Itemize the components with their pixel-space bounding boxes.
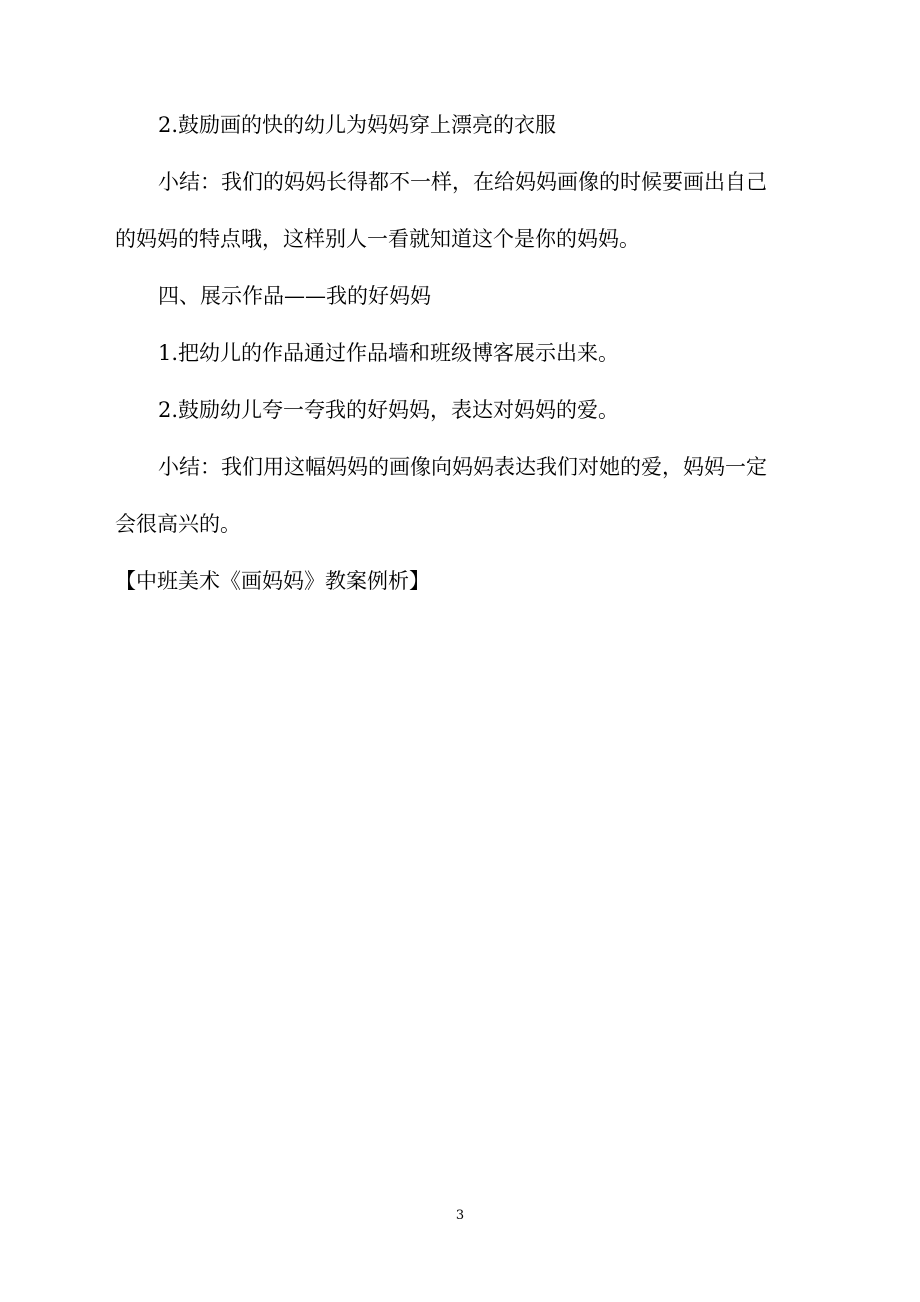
text-line: 会很高兴的。 <box>115 512 241 536</box>
paragraph-summary-1 <box>115 154 805 268</box>
text-line: 的妈妈的特点哦，这样别人一看就知道这个是你的妈妈。 <box>115 227 640 251</box>
text-line: 2.鼓励幼儿夸一夸我的好妈妈，表达对妈妈的爱。 <box>158 398 620 422</box>
paragraph-summary-2 <box>115 439 805 553</box>
document-title-bracket <box>115 553 805 610</box>
paragraph-praise-mom <box>115 382 805 439</box>
text-line: 2.鼓励画的快的幼儿为妈妈穿上漂亮的衣服 <box>158 113 557 137</box>
text-line: 【中班美术《画妈妈》教案例析】 <box>115 569 430 593</box>
paragraph-encourage-dress <box>115 97 805 154</box>
text-line: 小结：我们的妈妈长得都不一样，在给妈妈画像的时候要画出自己 <box>158 170 767 194</box>
text-line: 小结：我们用这幅妈妈的画像向妈妈表达我们对她的爱，妈妈一定 <box>158 455 767 479</box>
text-line: 四、展示作品——我的好妈妈 <box>158 284 431 308</box>
paragraph-display-works <box>115 325 805 382</box>
page-number: 3 <box>455 1208 465 1223</box>
section-heading-show-works <box>115 268 805 325</box>
text-line: 1.把幼儿的作品通过作品墙和班级博客展示出来。 <box>158 341 620 365</box>
